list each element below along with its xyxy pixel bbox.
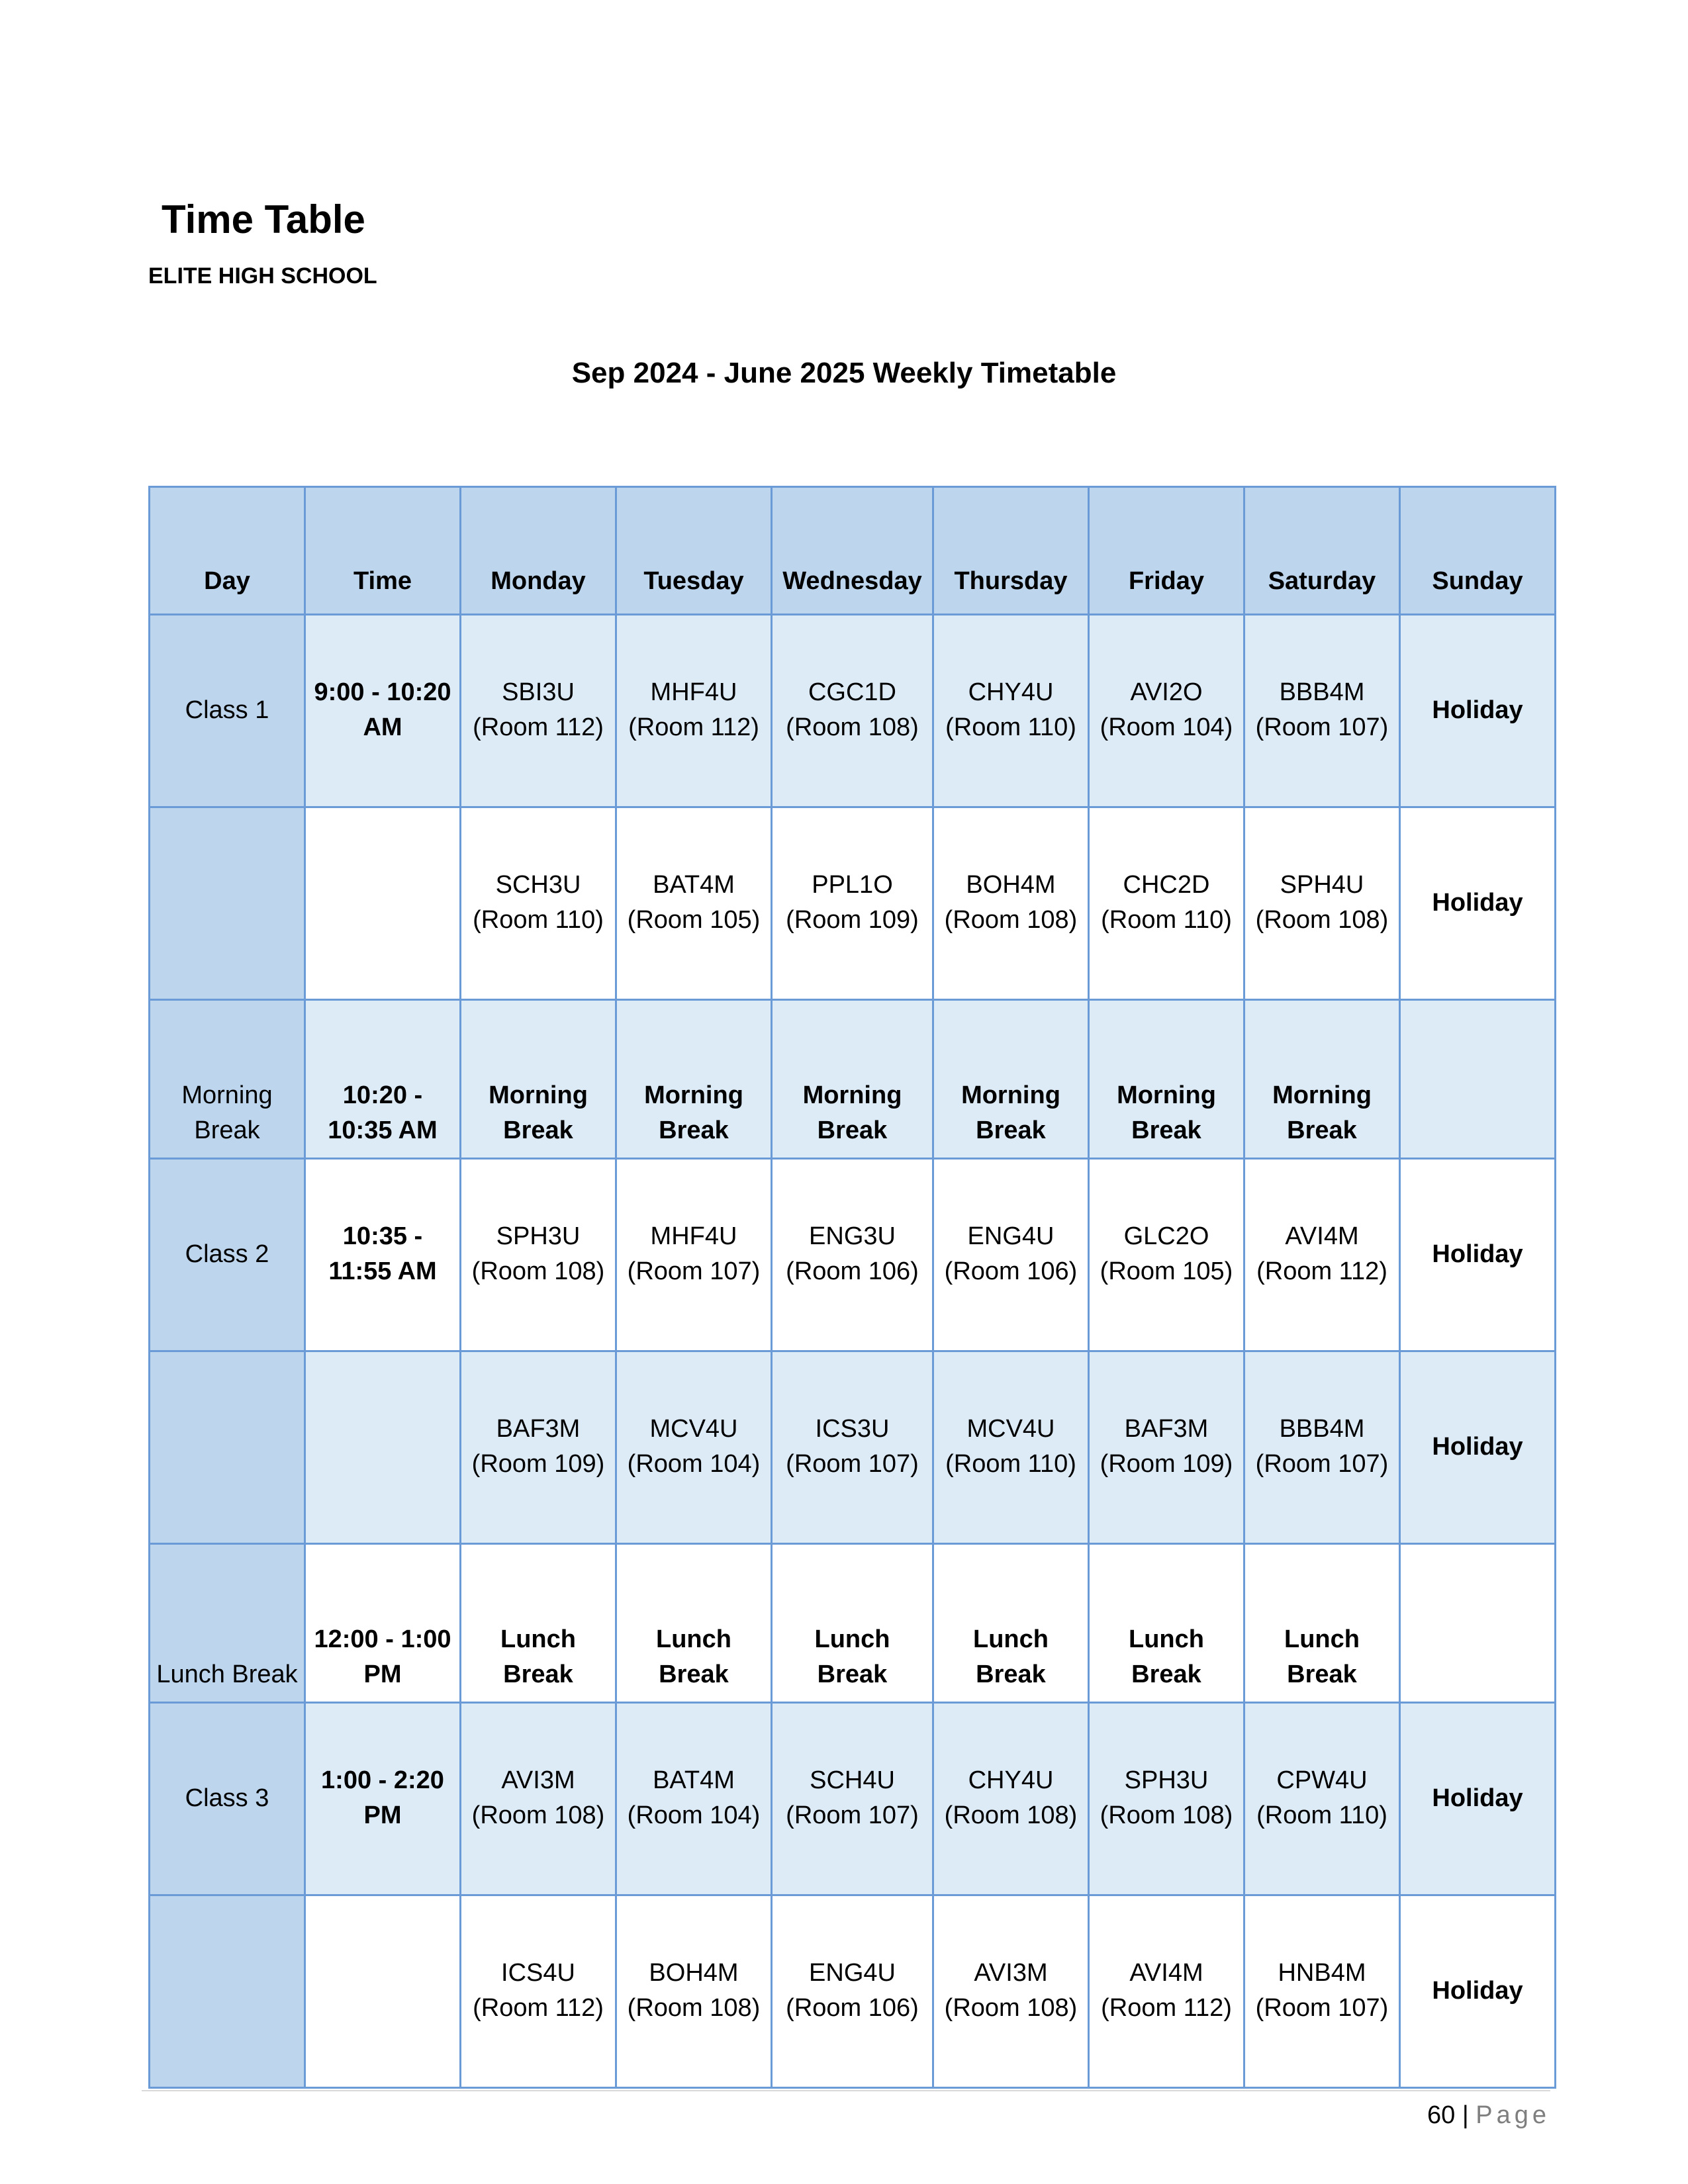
holiday-cell: Holiday [1400,1351,1556,1544]
time-cell: 10:35 - 11:55 AM [305,1159,461,1351]
table-row [150,1351,1556,1544]
holiday-cell: Holiday [1400,1895,1556,2088]
table-row [150,1000,1556,1159]
page-number: 60 [1427,2101,1456,2129]
holiday-cell: Holiday [1400,1159,1556,1351]
schedule-cell: SBI3U (Room 112) [461,615,616,807]
time-cell [305,807,461,1000]
break-cell: Morning Break [461,1000,616,1159]
header-cell-day: Day [150,487,305,615]
schedule-cell: CHY4U (Room 110) [933,615,1089,807]
break-cell: Lunch Break [933,1544,1089,1703]
empty-cell [1400,1544,1556,1703]
day-cell: Lunch Break [150,1544,305,1703]
schedule-cell: ICS3U (Room 107) [772,1351,933,1544]
page-label: Page [1476,2101,1550,2129]
schedule-cell: ENG3U (Room 106) [772,1159,933,1351]
table-row [150,1544,1556,1703]
schedule-cell: MHF4U (Room 112) [616,615,772,807]
time-cell: 1:00 - 2:20 PM [305,1703,461,1895]
day-cell: Class 3 [150,1703,305,1895]
break-cell: Morning Break [1089,1000,1244,1159]
header-cell-monday: Monday [461,487,616,615]
schedule-cell: AVI4M (Room 112) [1244,1159,1400,1351]
day-cell [150,1351,305,1544]
table-row [150,807,1556,1000]
day-cell: Class 2 [150,1159,305,1351]
header-row [150,487,1556,615]
schedule-cell: MCV4U (Room 104) [616,1351,772,1544]
table-row [150,615,1556,807]
schedule-cell: CPW4U (Room 110) [1244,1703,1400,1895]
schedule-cell: ENG4U (Room 106) [772,1895,933,2088]
document-title: Time Table [162,197,365,242]
header-cell-sunday: Sunday [1400,487,1556,615]
time-cell: 10:20 - 10:35 AM [305,1000,461,1159]
schedule-cell: SPH3U (Room 108) [1089,1703,1244,1895]
schedule-cell: MCV4U (Room 110) [933,1351,1089,1544]
break-cell: Lunch Break [616,1544,772,1703]
holiday-cell: Holiday [1400,1703,1556,1895]
time-cell [305,1895,461,2088]
schedule-cell: BBB4M (Room 107) [1244,1351,1400,1544]
page-footer [1427,2101,1550,2131]
time-cell [305,1351,461,1544]
break-cell: Lunch Break [1244,1544,1400,1703]
schedule-cell: SPH3U (Room 108) [461,1159,616,1351]
schedule-cell: CGC1D (Room 108) [772,615,933,807]
schedule-cell: BOH4M (Room 108) [616,1895,772,2088]
holiday-cell: Holiday [1400,807,1556,1000]
school-name: ELITE HIGH SCHOOL [148,263,377,289]
day-cell: Morning Break [150,1000,305,1159]
break-cell: Morning Break [933,1000,1089,1159]
schedule-cell: BAF3M (Room 109) [461,1351,616,1544]
time-cell: 12:00 - 1:00 PM [305,1544,461,1703]
header-cell-friday: Friday [1089,487,1244,615]
schedule-cell: AVI3M (Room 108) [933,1895,1089,2088]
schedule-cell: SPH4U (Room 108) [1244,807,1400,1000]
schedule-cell: PPL1O (Room 109) [772,807,933,1000]
footer-separator: | [1462,2101,1469,2129]
schedule-cell: SCH4U (Room 107) [772,1703,933,1895]
table-row [150,1895,1556,2088]
schedule-cell: MHF4U (Room 107) [616,1159,772,1351]
schedule-cell: AVI2O (Room 104) [1089,615,1244,807]
schedule-cell: BBB4M (Room 107) [1244,615,1400,807]
timetable-heading: Sep 2024 - June 2025 Weekly Timetable [571,357,1117,389]
timetable [148,486,1556,2089]
schedule-cell: SCH3U (Room 110) [461,807,616,1000]
schedule-cell: GLC2O (Room 105) [1089,1159,1244,1351]
break-cell: Morning Break [772,1000,933,1159]
schedule-cell: CHC2D (Room 110) [1089,807,1244,1000]
header-cell-saturday: Saturday [1244,487,1400,615]
break-cell: Morning Break [616,1000,772,1159]
schedule-cell: BAT4M (Room 105) [616,807,772,1000]
break-cell: Lunch Break [1089,1544,1244,1703]
break-cell: Lunch Break [461,1544,616,1703]
table-row [150,1159,1556,1351]
schedule-cell: AVI4M (Room 112) [1089,1895,1244,2088]
day-cell [150,1895,305,2088]
header-cell-wednesday: Wednesday [772,487,933,615]
header-cell-time: Time [305,487,461,615]
empty-cell [1400,1000,1556,1159]
schedule-cell: HNB4M (Room 107) [1244,1895,1400,2088]
schedule-cell: ICS4U (Room 112) [461,1895,616,2088]
break-cell: Morning Break [1244,1000,1400,1159]
holiday-cell: Holiday [1400,615,1556,807]
schedule-cell: AVI3M (Room 108) [461,1703,616,1895]
day-cell [150,807,305,1000]
day-cell: Class 1 [150,615,305,807]
schedule-cell: BOH4M (Room 108) [933,807,1089,1000]
header-cell-thursday: Thursday [933,487,1089,615]
schedule-cell: BAT4M (Room 104) [616,1703,772,1895]
schedule-cell: CHY4U (Room 108) [933,1703,1089,1895]
schedule-cell: ENG4U (Room 106) [933,1159,1089,1351]
header-cell-tuesday: Tuesday [616,487,772,615]
schedule-cell: BAF3M (Room 109) [1089,1351,1244,1544]
break-cell: Lunch Break [772,1544,933,1703]
table-row [150,1703,1556,1895]
footer-divider [142,2090,1550,2091]
time-cell: 9:00 - 10:20 AM [305,615,461,807]
